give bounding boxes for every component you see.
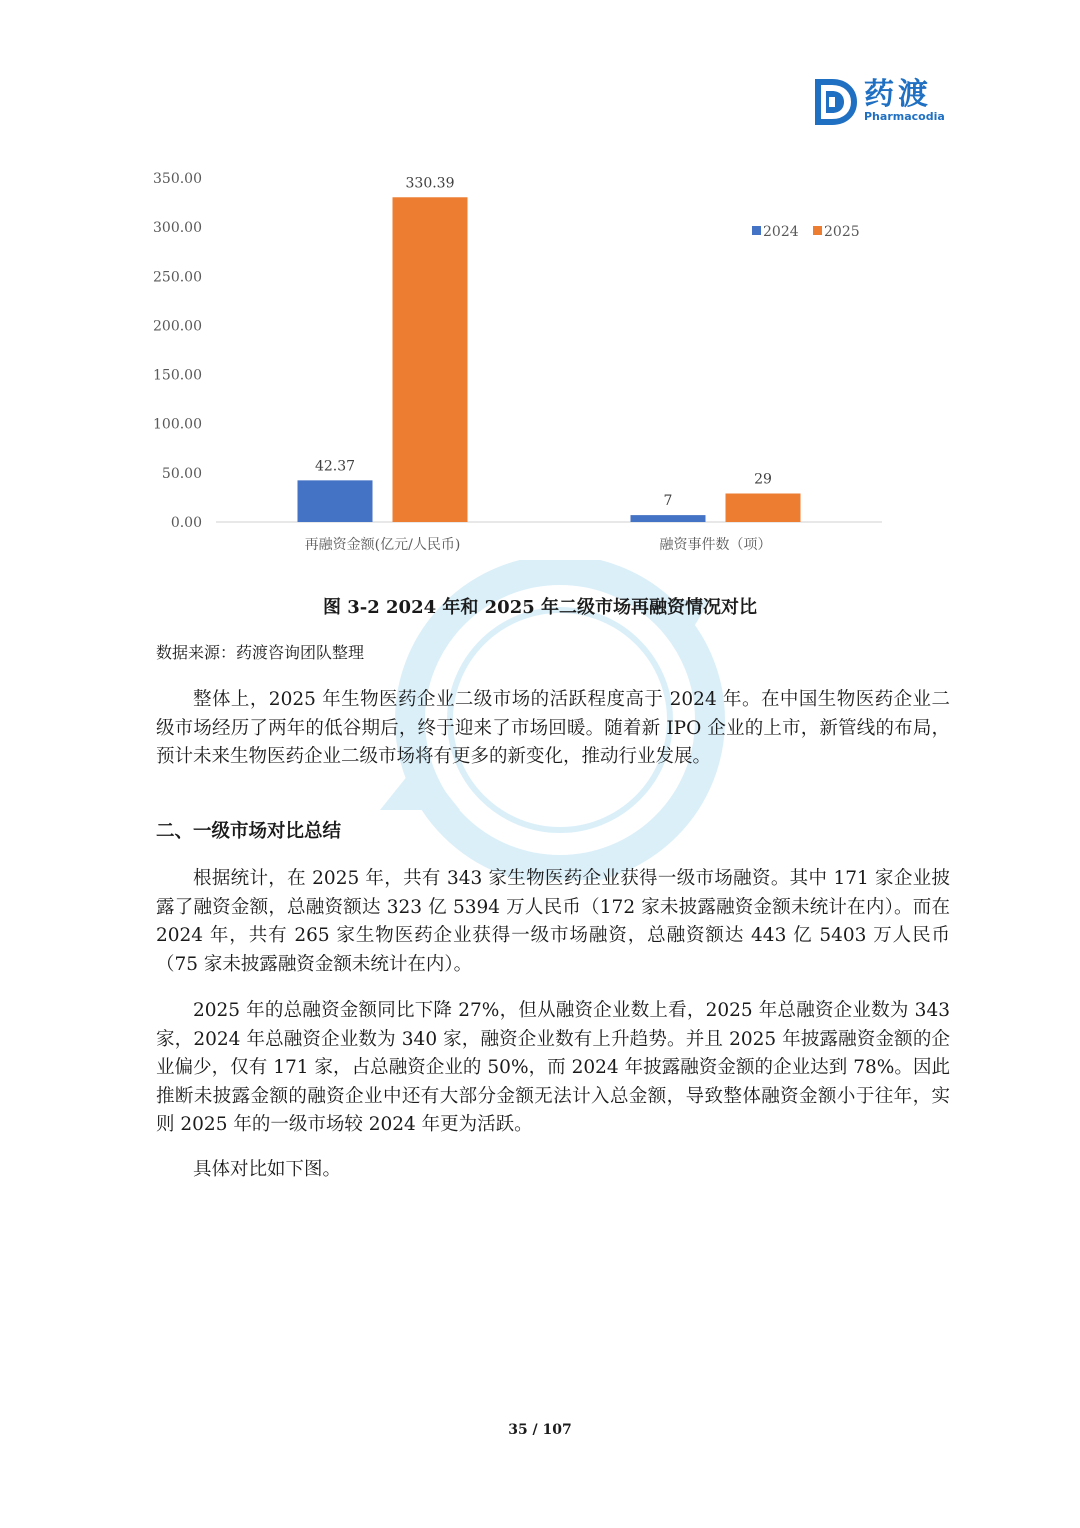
y-tick-label: 250.00: [153, 269, 202, 286]
data-source: 数据来源：药渡咨询团队整理: [156, 643, 365, 662]
legend-swatch-2025: [813, 226, 822, 235]
x-category-label: 融资事件数（项）: [659, 537, 772, 553]
bar-2024-1: [631, 515, 706, 522]
bar-value-label: 330.39: [405, 175, 455, 192]
paragraph-comparison-intro: 具体对比如下图。: [193, 1159, 342, 1180]
y-axis: [153, 171, 202, 531]
pharmacodia-logo: [812, 78, 952, 130]
logo-text-cn: 药渡: [864, 77, 932, 112]
logo-text-en: Pharmacodia: [864, 110, 945, 123]
bar-chart: [140, 160, 900, 570]
bar-value-label: 29: [754, 471, 772, 488]
legend-label-2024: 2024: [763, 224, 799, 240]
y-tick-label: 0.00: [170, 515, 202, 531]
legend-swatch-2024: [752, 226, 761, 235]
data-labels-group: [315, 175, 772, 509]
bar-value-label: 42.37: [314, 458, 356, 475]
y-tick-label: 100.00: [153, 416, 202, 433]
bar-value-label: 7: [663, 493, 673, 510]
pharmacodia-logo-icon: [812, 78, 858, 126]
y-tick-label: 50.00: [161, 465, 202, 482]
bar-2025-1: [726, 493, 801, 522]
x-axis: [305, 536, 772, 553]
bar-2024-0: [298, 480, 373, 522]
figure-caption: 图 3-2 2024 年和 2025 年二级市场再融资情况对比: [322, 597, 758, 618]
section-heading: 二、一级市场对比总结: [156, 821, 342, 842]
paragraph-secondary-market-summary: 整体上，2025 年生物医药企业二级市场的活跃程度高于 2024 年。在中国生物医药企业二级市场经历了两年的低谷期后，终于迎来了市场回暖。随着新 IPO 企业的上市，新管线的布局，预计未来生物医药企业二级市场将有更多的新变化，推动行业发展。: [156, 689, 950, 767]
paragraph-primary-market-stats: 根据统计，在 2025 年，共有 343 家生物医药企业获得一级市场融资。其中 171 家企业披露了融资金额，总融资额达 323 亿 5394 万人民币（172 家未披露融资金额未统计在内）。而在 2024 年，共有 265 家生物医药企业获得一级市场融资，总融资额达 443 亿 5403 万人民币（75 家未披露融资金额未统计在内）。: [156, 868, 950, 975]
x-category-label: 再融资金额(亿元/人民币): [304, 537, 461, 553]
y-tick-label: 200.00: [153, 318, 202, 335]
page-number: 35 / 107: [508, 1422, 572, 1438]
paragraph-primary-market-analysis: 2025 年的总融资金额同比下降 27%，但从融资企业数上看，2025 年总融资企业数为 343 家，2024 年总融资企业数为 340 家，融资企业数有上升趋势。并且 2025 年披露融资金额的企业偏少，仅有 171 家，占总融资企业的 50%，而 2024 年披露融资金额的企业达到 78%。因此推断未披露金额的融资企业中还有大部分金额无法计入总金额，导致整体融资金额小于往年，实则 2025 年的一级市场较 2024 年更为活跃。: [156, 1000, 950, 1135]
bars-group: [298, 197, 801, 522]
y-tick-label: 150.00: [153, 367, 202, 384]
legend: [752, 224, 860, 240]
legend-label-2025: 2025: [824, 224, 860, 240]
y-tick-label: 300.00: [153, 220, 202, 237]
bar-2025-0: [393, 197, 468, 522]
y-tick-label: 350.00: [153, 171, 202, 187]
